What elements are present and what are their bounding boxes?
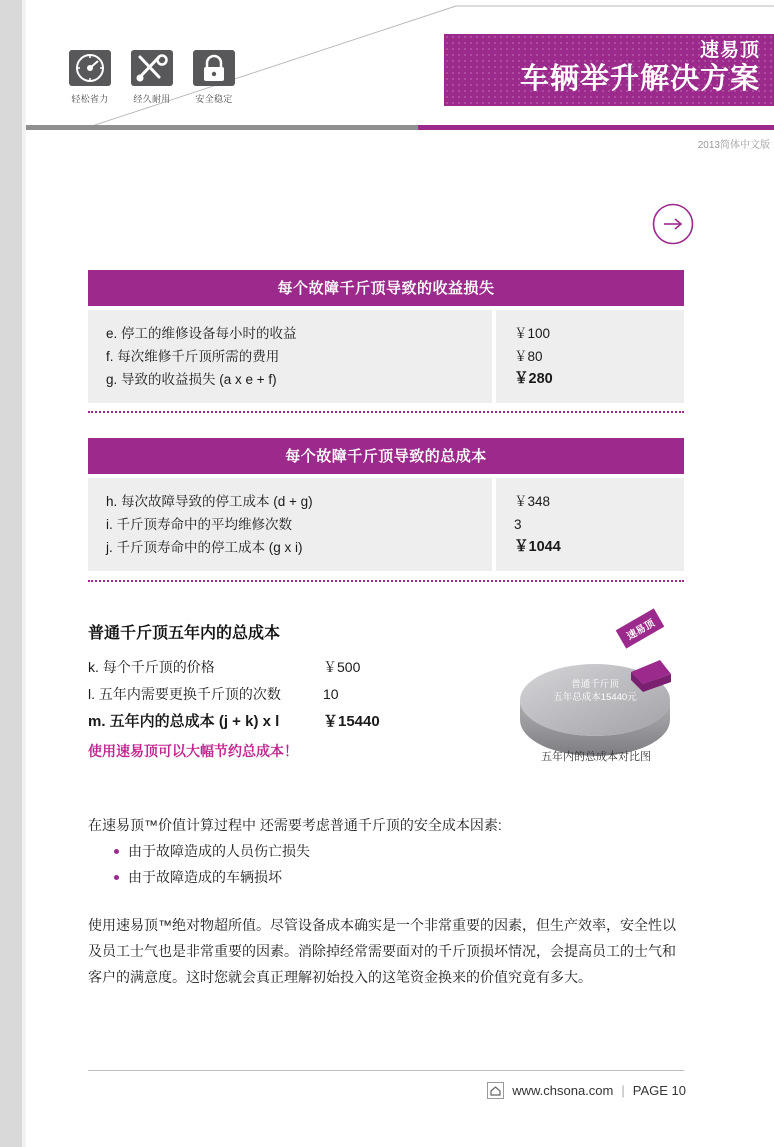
badge-label: 轻松省力	[71, 94, 109, 104]
divider-dotted	[88, 411, 684, 413]
badge-item	[128, 48, 176, 105]
gauge-icon	[67, 48, 113, 88]
divider-dotted	[88, 580, 684, 582]
table-row: i. 千斤顶寿命中的平均维修次数	[106, 517, 293, 532]
row-value: ￥500	[323, 659, 361, 675]
table-row: g. 导致的收益损失 (a x e + f)	[106, 372, 277, 387]
total-cost-values	[496, 478, 684, 571]
total-cost-block	[88, 438, 684, 571]
list-item	[88, 708, 448, 735]
home-icon	[487, 1082, 504, 1099]
table-cell-value-total: ￥1044	[514, 539, 561, 555]
revenue-loss-block	[88, 270, 684, 403]
table-row: j. 千斤顶寿命中的停工成本 (g x i)	[106, 540, 303, 555]
table-cell-value: ￥100	[514, 326, 551, 341]
table-row: h. 每次故障导致的停工成本 (d + g)	[106, 494, 313, 509]
arrow-right-icon[interactable]	[652, 203, 694, 245]
pie-center-label-line2: 五年总成本15440元	[553, 692, 637, 703]
header-rule-grey	[26, 125, 418, 130]
body-closing-text: 使用速易顶™绝对物超所值。尽管设备成本确实是一个非常重要的因素，但生产效率，安全性以及员工士气也是非常重要的因素。消除掉经常需要面对的千斤顶损坏情况，会提高员工的士气和客户的满意度。这时您就会真正理解初始投入的这笔资金换来的价值究竟有多大。	[88, 917, 676, 985]
table-cell-value-total: ￥280	[514, 371, 553, 387]
footer-url[interactable]: www.chsona.com	[512, 1083, 614, 1098]
revenue-loss-block-title: 每个故障千斤顶导致的收益损失	[88, 270, 684, 306]
brand-name: 速易顶	[699, 40, 760, 61]
badge-item	[190, 48, 238, 105]
list-item	[88, 654, 448, 681]
feature-badges	[66, 48, 238, 105]
revenue-loss-values	[496, 310, 684, 403]
page-header	[26, 0, 774, 128]
page-title: 车辆举升解决方案	[519, 63, 760, 95]
footer-divider	[88, 1070, 684, 1071]
pie-center-label-line1: 普通千斤顶	[571, 679, 619, 690]
five-year-cost-rows	[88, 654, 448, 735]
row-value: 10	[323, 686, 339, 702]
page-footer	[487, 1082, 686, 1099]
table-cell-value: ￥80	[514, 349, 543, 364]
table-row: e. 停工的维修设备每小时的收益	[106, 326, 297, 341]
table-row: f. 每次维修千斤顶所需的费用	[106, 349, 280, 364]
pie-slice-label: 速易顶	[616, 608, 665, 648]
badge-label: 安全稳定	[195, 94, 233, 104]
table-cell-value: 3	[514, 517, 522, 532]
left-gutter	[0, 0, 22, 1147]
savings-callout: 使用速易顶可以大幅节约总成本！	[88, 743, 298, 759]
row-label: k. 每个千斤顶的价格	[88, 659, 215, 675]
pie-chart-caption: 五年内的总成本对比图	[541, 751, 651, 763]
table-cell-value: ￥348	[514, 494, 551, 509]
total-cost-block-title: 每个故障千斤顶导致的总成本	[88, 438, 684, 474]
revenue-loss-labels	[88, 310, 492, 403]
five-year-cost-title: 普通千斤顶五年内的总成本	[88, 625, 281, 642]
left-gutter-highlight	[22, 0, 26, 1147]
footer-page-number: PAGE 10	[632, 1083, 686, 1098]
row-label: l. 五年内需要更换千斤顶的次数	[88, 686, 281, 702]
tools-icon	[129, 48, 175, 88]
row-label: m. 五年内的总成本 (j + k) x l	[88, 713, 280, 730]
safety-cost-bullets	[112, 838, 672, 890]
list-item: 由于故障造成的车辆损坏	[112, 864, 672, 890]
header-title-block	[444, 34, 774, 106]
row-value: ￥15440	[323, 713, 380, 730]
badge-label: 经久耐用	[133, 94, 171, 104]
lock-icon	[191, 48, 237, 88]
edition-label: 2013简体中文版	[697, 140, 770, 151]
header-rule-accent	[418, 125, 774, 130]
list-item: 由于故障造成的人员伤亡损失	[112, 838, 672, 864]
list-item	[88, 681, 448, 708]
pie-center-label	[500, 678, 690, 704]
revenue-loss-block-body	[88, 310, 684, 403]
footer-separator: |	[621, 1083, 625, 1098]
badge-item	[66, 48, 114, 105]
total-cost-block-body	[88, 478, 684, 571]
body-intro-text: 在速易顶™价值计算过程中 还需要考虑普通千斤顶的安全成本因素:	[88, 817, 502, 833]
total-cost-labels	[88, 478, 492, 571]
